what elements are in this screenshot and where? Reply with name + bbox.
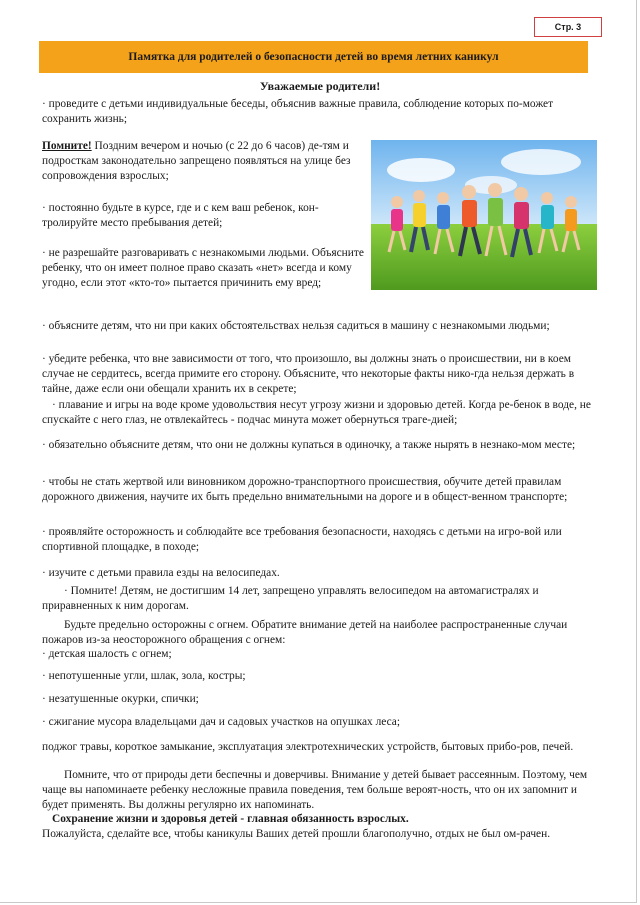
fire-intro-paragraph: Будьте предельно осторожны с огнем. Обратите внимание детей на наиболее распространенные случаи пожаров из-за неосторожного обращения с огнем: [42,619,568,646]
intro-paragraph: · проведите с детьми индивидуальные беседы, объяснив важные правила, соблюдение которых по-может сохранить жизнь; [42,98,554,125]
children-running-photo [371,140,597,290]
traffic-paragraph: · чтобы не стать жертвой или виновником дорожно-транспортного происшествия, обучите детей правилам дорожного движения, научите их быть предельно внимательными на дороге и в общест-венном транспорте; [42,476,568,503]
remember-label: Помните! [42,140,92,152]
fire-other-paragraph: поджог травы, короткое замыкание, эксплуатация электротехнических устройств, бытовых прибо-ров, печей. [42,741,574,753]
fire-item: · сжигание мусора владельцами дач и садовых участков на опушках леса; [42,716,401,728]
control-paragraph: · постоянно будьте в курсе, где и с кем ваш ребенок, кон-тролируйте место пребывания детей; [42,202,319,229]
banner-title: Памятка для родителей о безопасности детей во время летних каникул [39,41,588,73]
bicycle-note-paragraph: · Помните! Детям, не достигшим 14 лет, запрещено управлять велосипедом на автомагистралях и приравненных к ним дорогам. [42,585,539,612]
final-wish-paragraph: Пожалуйста, сделайте все, чтобы каникулы Ваших детей прошли благополучно, отдых не был ом-рачен. [42,828,551,840]
car-paragraph: · объясните детям, что ни при каких обстоятельствах нельзя садиться в машину с незнакомыми людьми; [42,320,550,332]
strangers-paragraph: · не разрешайте разговаривать с незнакомыми людьми. Объясните ребенку, что он имеет полное право сказать «нет» всегда и кому угодно, если этот «кто-то» пытается причинить ему вред; [42,247,364,289]
playground-paragraph: · проявляйте осторожность и соблюдайте все требования безопасности, находясь с детьми на игро-вой или спортивной площадке, в походе; [42,526,562,553]
swim-alone-paragraph: · обязательно объясните детям, что они не должны купаться в одиночку, а также нырять в незнако-мом месте; [42,439,576,451]
fire-item: · детская шалость с огнем; [42,648,172,660]
bicycle-paragraph: · изучите с детьми правила езды на велосипедах. [42,567,280,579]
water-paragraph: · плавание и игры на воде кроме удовольствия несут угрозу жизни и здоровью детей. Когда ре-бенок в воде, не спускайте с него глаз, не отвлекайтесь - подчас минута может обернуться траге-дией; [42,399,591,426]
motto-line: Сохранение жизни и здоровья детей - главная обязанность взрослых. [52,813,409,825]
fire-item: · незатушенные окурки, спички; [42,693,199,705]
remember-text: Поздним вечером и ночью (с 22 до 6 часов) де-тям и подросткам законодательно запрещено появляться на улице без сопровождения взрослых; [42,140,351,182]
remember-paragraph [42,139,364,184]
closing-paragraph: Помните, что от природы дети беспечны и доверчивы. Внимание у детей бывает рассеянным. Поэтому, чем чаще вы напоминаете ребенку несложные правила поведения, тем больше вероят-ность, что он их запомнит и будет применять. Вы должны регулярно их напоминать. [42,769,588,811]
page-number: Стр. 3 [534,17,602,37]
fire-item: · непотушенные угли, шлак, зола, костры; [42,670,246,682]
greeting-heading: Уважаемые родители! [259,79,381,93]
trust-paragraph: · убедите ребенка, что вне зависимости от того, что произошло, вы должны знать о происшествии, ни в коем случае не сердитесь, всегда примите его сторону. Объясните, что некоторые факты нико-гда нельзя держать в тайне, даже если они обещали хранить их в секрете; [42,353,575,395]
